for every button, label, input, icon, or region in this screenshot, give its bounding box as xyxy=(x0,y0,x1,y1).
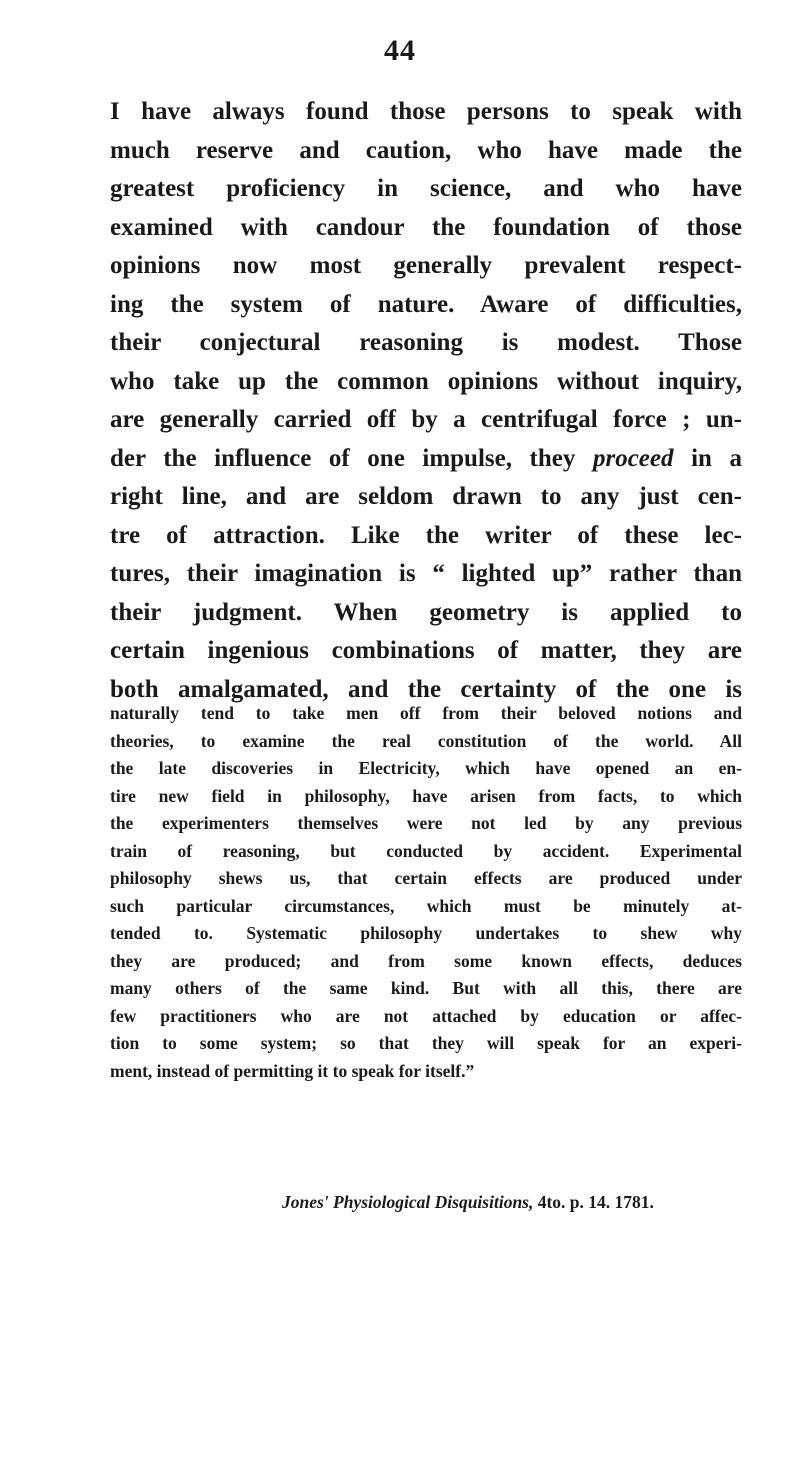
footnote-line: tended to. Systematic philosophy undertakes to shew why xyxy=(110,923,742,943)
footnote xyxy=(110,700,742,1085)
body-line: I have always found those persons to speak with xyxy=(110,98,742,125)
footnote-line: many others of the same kind. But with all this, there are xyxy=(110,978,742,998)
footnote-line: ment, instead of permitting it to speak for itself.” xyxy=(110,1060,475,1081)
footnote-line: few practitioners who are not attached by education or affec- xyxy=(110,1005,742,1026)
footnote-line: naturally tend to take men off from their beloved notions and xyxy=(110,703,742,723)
body-line: opinions now most generally prevalent respect- xyxy=(110,252,742,279)
body-line: examined with candour the foundation of those xyxy=(110,213,742,241)
footnote-line: tire new field in philosophy, have arisen from facts, to which xyxy=(110,785,742,806)
body-line: right line, and are seldom drawn to any just cen- xyxy=(110,483,742,510)
body-line: are generally carried off by a centrifugal force ; un- xyxy=(110,406,742,433)
footnote-line: philosophy shews us, that certain effects are produced under xyxy=(110,868,742,888)
main-paragraph xyxy=(110,93,742,709)
body-line: much reserve and caution, who have made the xyxy=(110,136,742,164)
body-line xyxy=(110,440,742,479)
page-number: 44 xyxy=(384,34,416,67)
footnote-citation xyxy=(282,1192,654,1213)
citation-details: 4to. p. 14. 1781. xyxy=(533,1192,654,1212)
footnote-line: such particular circumstances, which must be minutely at- xyxy=(110,895,742,916)
body-line-text: in a xyxy=(691,444,743,472)
body-line: tures, their imagination is “ lighted up” rather than xyxy=(110,560,742,587)
footnote-line: tion to some system; so that they will speak for an experi- xyxy=(110,1033,742,1053)
footnote-line: train of reasoning, but conducted by accident. Experimental xyxy=(110,840,742,861)
body-line-text: der the influence of one impulse, they xyxy=(110,444,576,472)
body-line: their judgment. When geometry is applied to xyxy=(110,598,742,626)
body-line: their conjectural reasoning is modest. Those xyxy=(110,329,742,356)
body-line: certain ingenious combinations of matter, they are xyxy=(110,637,742,664)
body-line: both amalgamated, and the certainty of the one is xyxy=(110,675,742,703)
footnote-line: the late discoveries in Electricity, which have opened an en- xyxy=(110,758,742,778)
citation-title: Jones' Physiological Disquisitions, xyxy=(282,1192,534,1212)
footnote-line: theories, to examine the real constitution of the world. All xyxy=(110,730,742,751)
body-line: who take up the common opinions without inquiry, xyxy=(110,367,742,395)
body-line: ing the system of nature. Aware of difficulties, xyxy=(110,290,742,318)
body-line: greatest proficiency in science, and who have xyxy=(110,175,742,202)
body-line: tre of attraction. Like the writer of these lec- xyxy=(110,521,742,549)
italic-word: proceed xyxy=(592,444,674,472)
footnote-line: they are produced; and from some known effects, deduces xyxy=(110,950,742,971)
footnote-line: the experimenters themselves were not led by any previous xyxy=(110,813,742,833)
